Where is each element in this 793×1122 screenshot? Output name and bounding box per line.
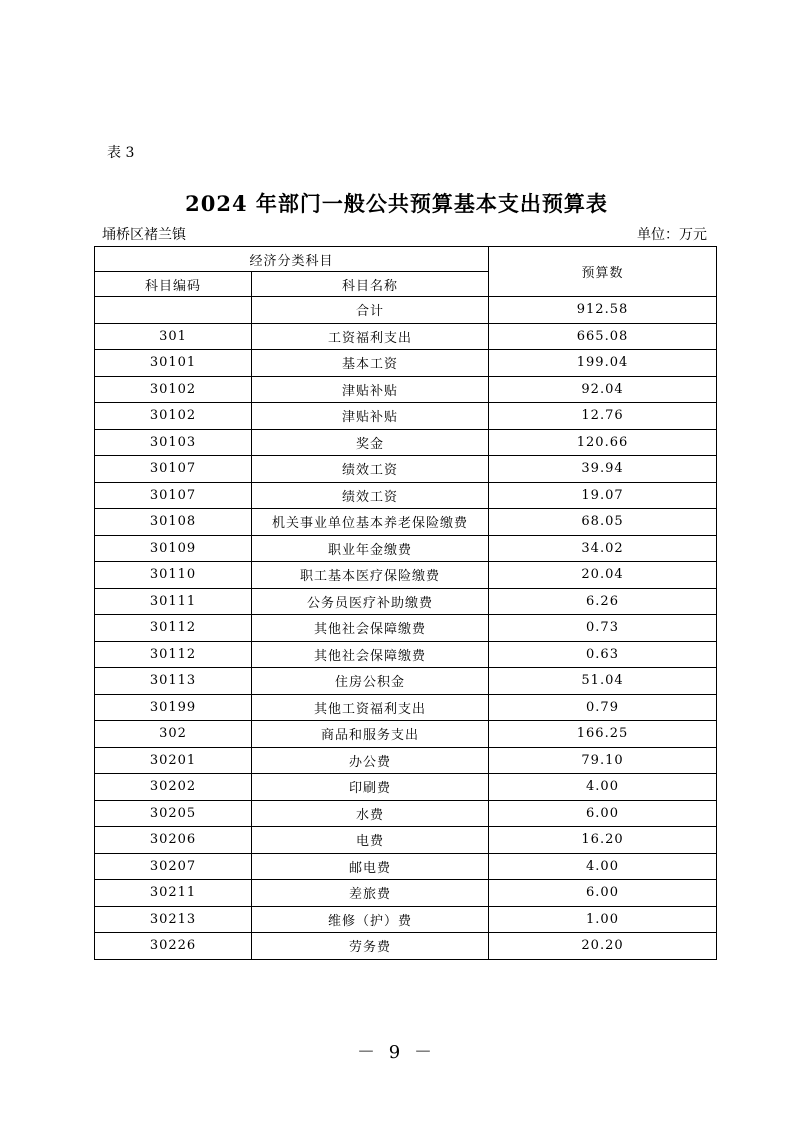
- organization-name: 埇桥区褚兰镇: [102, 227, 186, 243]
- table-row: [95, 694, 717, 721]
- cell-amount: 39.94: [489, 456, 717, 483]
- cell-amount: 199.04: [489, 350, 717, 377]
- table-row: [95, 562, 717, 589]
- cell-amount: 92.04: [489, 376, 717, 403]
- cell-code: 30113: [95, 668, 252, 695]
- cell-code: 301: [95, 323, 252, 350]
- cell-name: 机关事业单位基本养老保险缴费: [252, 509, 489, 536]
- cell-name: 职业年金缴费: [252, 535, 489, 562]
- code-header: 科目编码: [95, 272, 252, 297]
- cell-name: 办公费: [252, 747, 489, 774]
- cell-name: 住房公积金: [252, 668, 489, 695]
- cell-code: 30102: [95, 403, 252, 430]
- cell-code: 302: [95, 721, 252, 748]
- cell-code: 30107: [95, 456, 252, 483]
- economic-class-header: 经济分类科目: [95, 247, 489, 272]
- cell-code: 30207: [95, 853, 252, 880]
- header-row-group: [95, 247, 717, 272]
- cell-code: 30108: [95, 509, 252, 536]
- cell-code: 30111: [95, 588, 252, 615]
- cell-code: 30199: [95, 694, 252, 721]
- table-row: [95, 747, 717, 774]
- cell-name: 差旅费: [252, 880, 489, 907]
- cell-code: 30202: [95, 774, 252, 801]
- cell-name: 津贴补贴: [252, 403, 489, 430]
- table-row: [95, 721, 717, 748]
- cell-code: 30110: [95, 562, 252, 589]
- cell-amount: 166.25: [489, 721, 717, 748]
- table-row: [95, 933, 717, 960]
- table-row: [95, 880, 717, 907]
- table-row: [95, 641, 717, 668]
- table-row: [95, 376, 717, 403]
- budget-table: [94, 246, 717, 960]
- cell-name: 绩效工资: [252, 456, 489, 483]
- cell-name: 水费: [252, 800, 489, 827]
- cell-name: 合计: [252, 297, 489, 324]
- cell-name: 基本工资: [252, 350, 489, 377]
- cell-amount: 6.00: [489, 800, 717, 827]
- cell-code: 30206: [95, 827, 252, 854]
- cell-name: 印刷费: [252, 774, 489, 801]
- cell-amount: 4.00: [489, 774, 717, 801]
- cell-code: 30112: [95, 641, 252, 668]
- cell-amount: 20.04: [489, 562, 717, 589]
- cell-name: 电费: [252, 827, 489, 854]
- table-row: [95, 297, 717, 324]
- cell-amount: 665.08: [489, 323, 717, 350]
- cell-amount: 51.04: [489, 668, 717, 695]
- cell-amount: 0.73: [489, 615, 717, 642]
- cell-name: 其他工资福利支出: [252, 694, 489, 721]
- table-number-label: 表 3: [107, 145, 135, 161]
- amount-header: 预算数: [489, 247, 717, 297]
- cell-code: 30102: [95, 376, 252, 403]
- cell-name: 职工基本医疗保险缴费: [252, 562, 489, 589]
- cell-code: 30101: [95, 350, 252, 377]
- cell-amount: 4.00: [489, 853, 717, 880]
- cell-name: 工资福利支出: [252, 323, 489, 350]
- table-row: [95, 429, 717, 456]
- cell-amount: 912.58: [489, 297, 717, 324]
- name-header: 科目名称: [252, 272, 489, 297]
- cell-amount: 20.20: [489, 933, 717, 960]
- cell-amount: 0.79: [489, 694, 717, 721]
- cell-name: 邮电费: [252, 853, 489, 880]
- unit-label: 单位：万元: [637, 227, 707, 243]
- table-row: [95, 800, 717, 827]
- cell-amount: 120.66: [489, 429, 717, 456]
- cell-amount: 6.00: [489, 880, 717, 907]
- cell-name: 绩效工资: [252, 482, 489, 509]
- cell-amount: 16.20: [489, 827, 717, 854]
- page-number: － 9 －: [357, 1042, 436, 1063]
- cell-amount: 19.07: [489, 482, 717, 509]
- cell-code: 30109: [95, 535, 252, 562]
- cell-code: [95, 297, 252, 324]
- cell-code: 30107: [95, 482, 252, 509]
- cell-code: 30201: [95, 747, 252, 774]
- table-row: [95, 615, 717, 642]
- cell-name: 其他社会保障缴费: [252, 641, 489, 668]
- cell-name: 商品和服务支出: [252, 721, 489, 748]
- table-row: [95, 853, 717, 880]
- cell-code: 30112: [95, 615, 252, 642]
- page-title: 2024 年部门一般公共预算基本支出预算表: [185, 191, 608, 216]
- cell-name: 其他社会保障缴费: [252, 615, 489, 642]
- cell-name: 津贴补贴: [252, 376, 489, 403]
- table-row: [95, 482, 717, 509]
- table-body: [95, 297, 717, 960]
- table-row: [95, 509, 717, 536]
- table-row: [95, 403, 717, 430]
- table-row: [95, 323, 717, 350]
- cell-amount: 68.05: [489, 509, 717, 536]
- cell-amount: 1.00: [489, 906, 717, 933]
- cell-name: 维修（护）费: [252, 906, 489, 933]
- table-row: [95, 827, 717, 854]
- cell-code: 30213: [95, 906, 252, 933]
- cell-code: 30103: [95, 429, 252, 456]
- cell-name: 公务员医疗补助缴费: [252, 588, 489, 615]
- cell-name: 劳务费: [252, 933, 489, 960]
- table-row: [95, 456, 717, 483]
- cell-amount: 79.10: [489, 747, 717, 774]
- cell-amount: 12.76: [489, 403, 717, 430]
- cell-code: 30205: [95, 800, 252, 827]
- cell-amount: 0.63: [489, 641, 717, 668]
- table-row: [95, 906, 717, 933]
- table-row: [95, 668, 717, 695]
- table-row: [95, 774, 717, 801]
- cell-code: 30226: [95, 933, 252, 960]
- table-row: [95, 535, 717, 562]
- cell-code: 30211: [95, 880, 252, 907]
- cell-name: 奖金: [252, 429, 489, 456]
- table-row: [95, 588, 717, 615]
- table-row: [95, 350, 717, 377]
- cell-amount: 6.26: [489, 588, 717, 615]
- cell-amount: 34.02: [489, 535, 717, 562]
